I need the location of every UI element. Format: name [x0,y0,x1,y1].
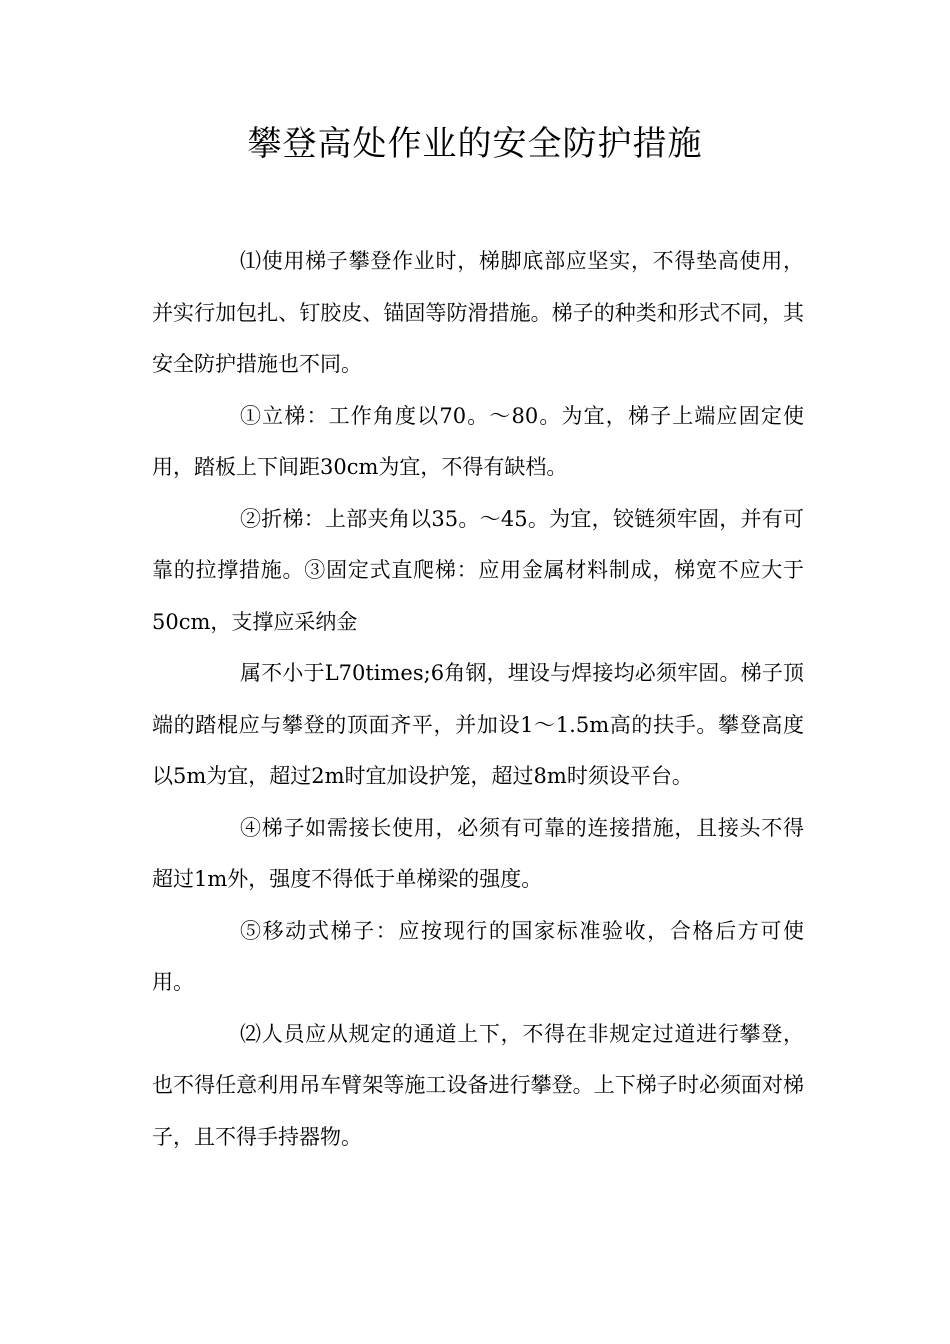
paragraph-folding-ladder: ②折梯：上部夹角以35。～45。为宜，铰链须牢固，并有可靠的拉撑措施。③固定式直爬梯：应用金属材料制成，梯宽不应大于50cm，支撑应采纳金 [152,506,804,634]
paragraph-ladder-general: ⑴使用梯子攀登作业时，梯脚底部应坚实，不得垫高使用，并实行加包扎、钉胶皮、锚固等防滑措施。梯子的种类和形式不同，其安全防护措施也不同。 [152,249,804,376]
document-body [152,236,804,1163]
paragraph-ladder-extension: ④梯子如需接长使用，必须有可靠的连接措施，且接头不得超过1m外，强度不得低于单梯梁的强度。 [152,815,804,891]
paragraph-mobile-ladder: ⑤移动式梯子：应按现行的国家标准验收，合格后方可使用。 [152,918,804,994]
paragraph-fixed-ladder-steel: 属不小于L70times;6角钢，埋设与焊接均必须牢固。梯子顶端的踏棍应与攀登的顶面齐平，并加设1～1.5m高的扶手。攀登高度以5m为宜，超过2m时宜加设护笼，超过8m时须设平台。 [152,661,804,788]
paragraph-personnel-access: ⑵人员应从规定的通道上下，不得在非规定过道进行攀登，也不得任意利用吊车臂架等施工设备进行攀登。上下梯子时必须面对梯子，且不得手持器物。 [152,1021,804,1149]
document-title: 攀登高处作业的安全防护措施 [247,124,703,164]
paragraph-standing-ladder: ①立梯：工作角度以70。～80。为宜，梯子上端应固定使用，踏板上下间距30cm为宜，不得有缺档。 [152,403,804,479]
